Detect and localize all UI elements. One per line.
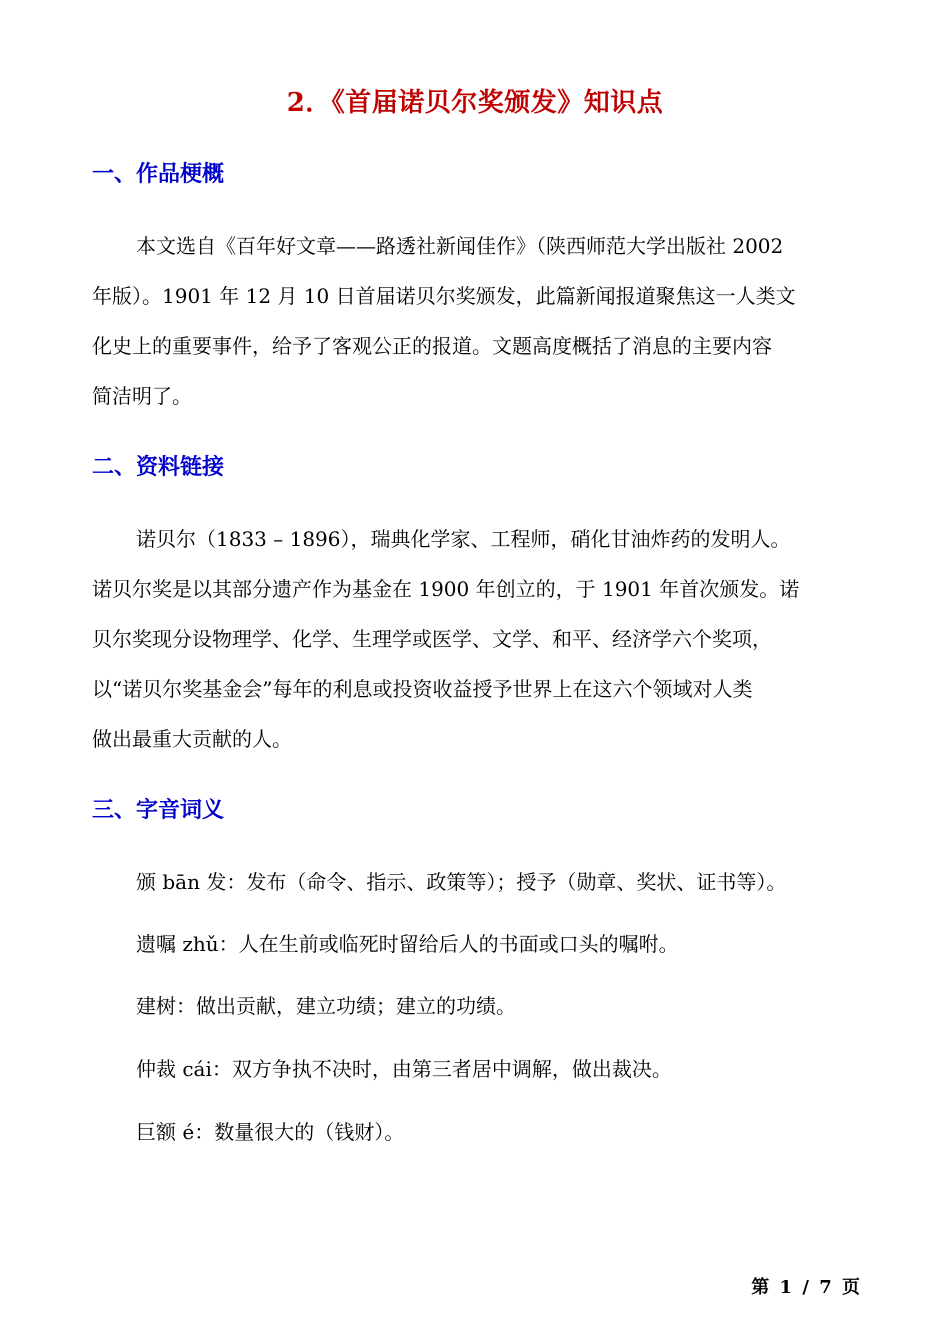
page-number [749, 1270, 862, 1306]
paragraph-line: 诺贝尔奖是以其部分遗产作为基金在 1900 年创立的，于 1901 年首次颁发。诺 [92, 577, 800, 601]
paragraph-line: 诺贝尔（1833 – 1896），瑞典化学家、工程师，硝化甘油炸药的发明人。 [136, 527, 791, 551]
vocab-item: 遗嘱 zhǔ：人在生前或临死时留给后人的书面或口头的嘱咐。 [136, 932, 679, 956]
total-pages: 7 [819, 1277, 832, 1298]
page-separator: / [802, 1277, 809, 1298]
vocab-item: 颁 bān 发：发布（命令、指示、政策等）；授予（勋章、奖状、证书等）。 [136, 870, 787, 894]
paragraph-line: 年版）。1901 年 12 月 10 日首届诺贝尔奖颁发，此篇新闻报道聚焦这一人类文 [92, 284, 796, 308]
vocab-item: 巨额 é：数量很大的（钱财）。 [136, 1120, 405, 1144]
document-title: 2．《首届诺贝尔奖颁发》知识点 [286, 88, 664, 118]
paragraph-line: 做出最重大贡献的人。 [92, 727, 292, 751]
section-heading-background: 二、资料链接 [92, 454, 225, 480]
background-paragraph [92, 514, 864, 764]
page-prefix: 第 [751, 1277, 770, 1298]
overview-paragraph [92, 221, 864, 421]
paragraph-line: 本文选自《百年好文章——路透社新闻佳作》（陕西师范大学出版社 2002 [136, 234, 784, 258]
paragraph-line: 简洁明了。 [92, 384, 192, 408]
paragraph-line: 化史上的重要事件，给予了客观公正的报道。文题高度概括了消息的主要内容 [92, 334, 772, 358]
vocab-item: 仲裁 cái：双方争执不决时，由第三者居中调解，做出裁决。 [136, 1057, 672, 1081]
current-page: 1 [779, 1277, 793, 1298]
paragraph-line: 以“诺贝尔奖基金会”每年的利息或投资收益授予世界上在这六个领域对人类 [92, 677, 753, 701]
section-heading-vocabulary: 三、字音词义 [92, 797, 225, 823]
page-suffix: 页 [842, 1277, 860, 1298]
vocab-item: 建树：做出贡献，建立功绩；建立的功绩。 [136, 994, 516, 1018]
paragraph-line: 贝尔奖现分设物理学、化学、生理学或医学、文学、和平、经济学六个奖项， [92, 627, 772, 651]
section-heading-overview: 一、作品梗概 [92, 161, 225, 187]
